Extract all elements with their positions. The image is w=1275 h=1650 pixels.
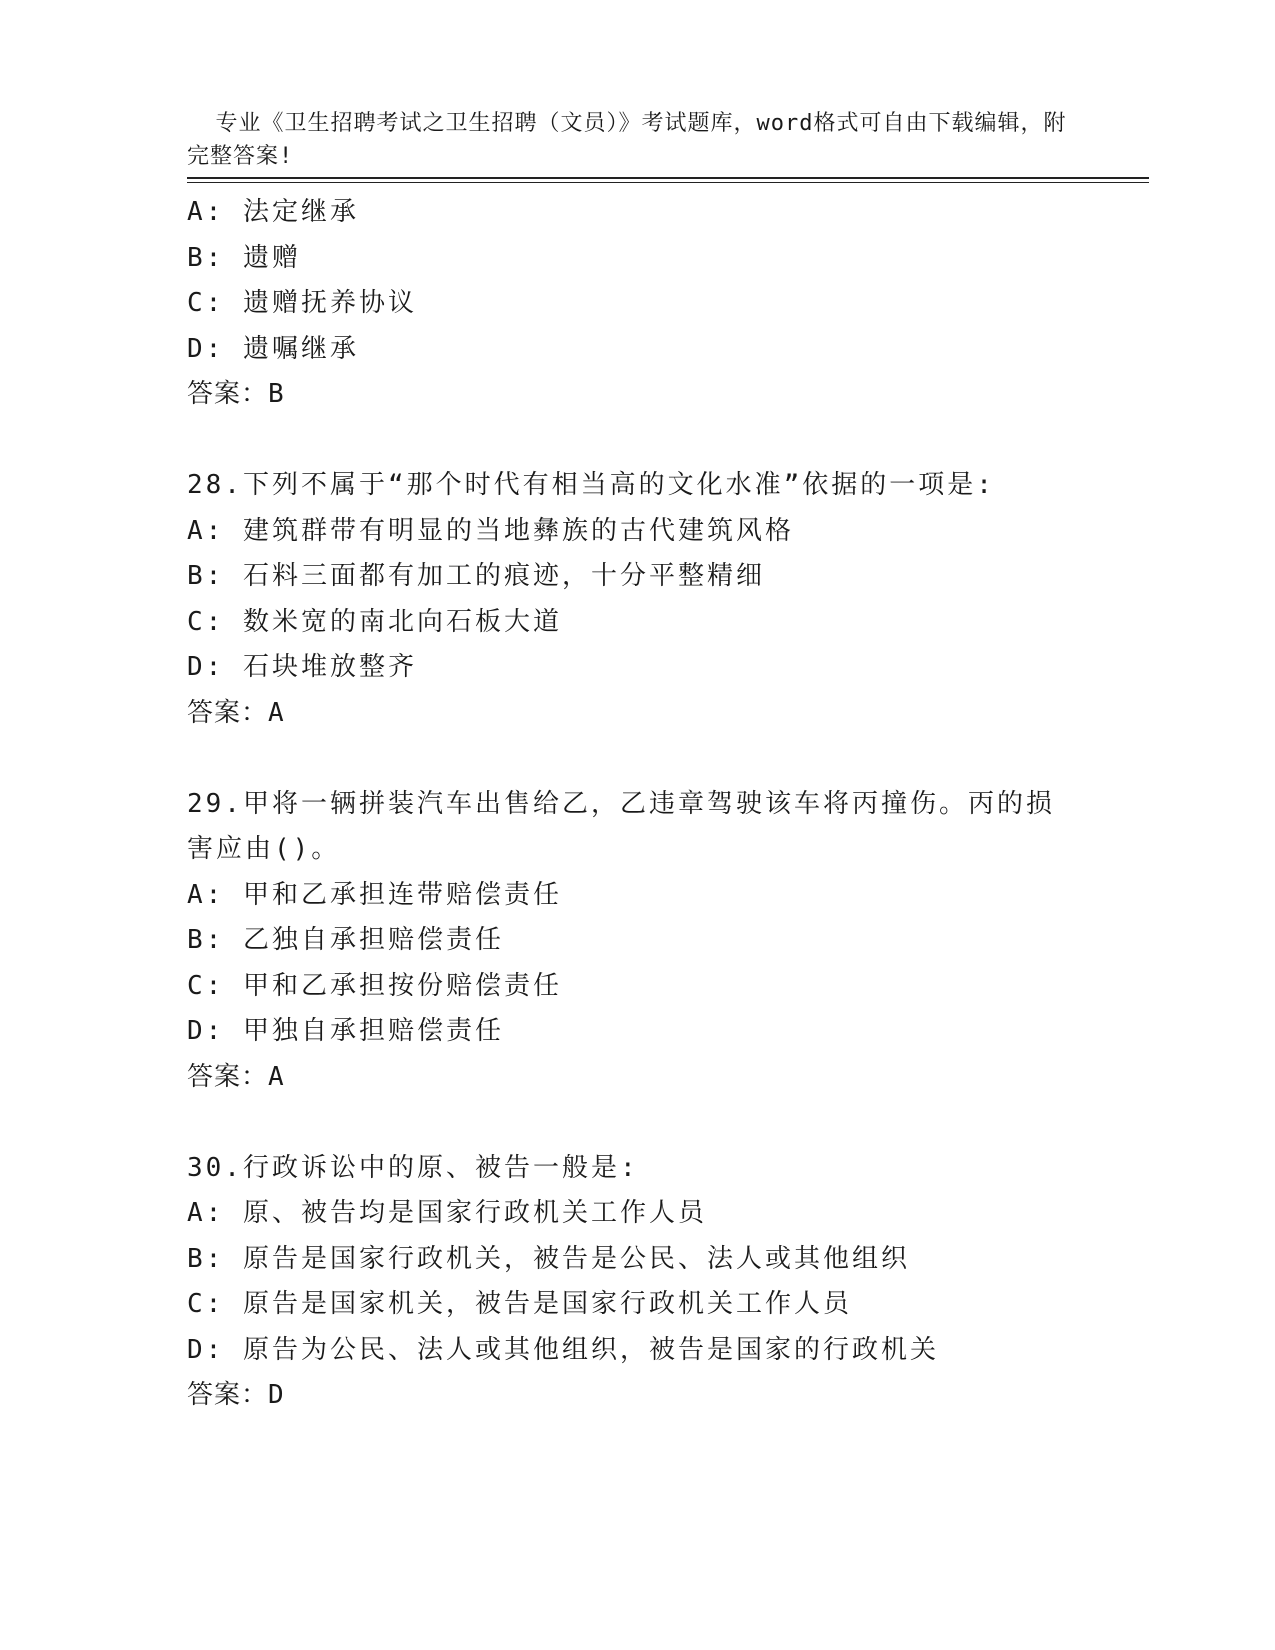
- answer-value: B: [268, 379, 285, 409]
- answer-value: D: [268, 1380, 285, 1410]
- option-d: D: 遗嘱继承: [187, 333, 359, 364]
- answer-label: 答案：: [187, 379, 269, 409]
- option-a: A: 建筑群带有明显的当地彝族的古代建筑风格: [187, 515, 794, 546]
- answer-value: A: [268, 1061, 285, 1092]
- answer-value: A: [268, 697, 285, 728]
- header-rule-thin: [187, 182, 1149, 183]
- option-b: B: 石料三面都有加工的痕迹，十分平整精细: [187, 561, 765, 591]
- answer-label: 答案：: [187, 697, 269, 728]
- option-c: C: 原告是国家机关，被告是国家行政机关工作人员: [187, 1289, 852, 1319]
- question-list: [187, 190, 1087, 1419]
- answer-label: 答案：: [187, 1380, 269, 1410]
- question-block: [187, 190, 1087, 418]
- option-b: B: 遗赠: [187, 242, 301, 273]
- answer-line: [187, 1373, 1087, 1419]
- question-block: [187, 463, 1087, 736]
- option-a: A: 法定继承: [187, 197, 359, 227]
- option-d: D: 石块堆放整齐: [187, 652, 417, 682]
- header-rule-thick: [187, 177, 1149, 179]
- option-c: C: 遗赠抚养协议: [187, 288, 417, 318]
- answer-label: 答案：: [187, 1061, 269, 1092]
- option-b: B: 原告是国家行政机关，被告是公民、法人或其他组织: [187, 1243, 910, 1274]
- document-header: [187, 74, 1067, 173]
- answer-line: [187, 372, 1087, 418]
- question-block: [187, 1146, 1087, 1419]
- question-block: [187, 782, 1087, 1101]
- option-a: A: 甲和乙承担连带赔偿责任: [187, 879, 562, 910]
- header-text: 专业《卫生招聘考试之卫生招聘（文员）》考试题库，word格式可自由下载编辑，附完整答案!: [187, 111, 1067, 169]
- option-d: D: 原告为公民、法人或其他组织，被告是国家的行政机关: [187, 1334, 939, 1365]
- option-c: C: 数米宽的南北向石板大道: [187, 606, 562, 637]
- option-d: D: 甲独自承担赔偿责任: [187, 1016, 504, 1046]
- answer-line: [187, 691, 1087, 737]
- question-stem: 30.行政诉讼中的原、被告一般是:: [187, 1152, 639, 1183]
- option-b: B: 乙独自承担赔偿责任: [187, 925, 504, 955]
- question-stem: 29.甲将一辆拼装汽车出售给乙，乙违章驾驶该车将丙撞伤。丙的损害应由()。: [187, 788, 1055, 864]
- spacer: [187, 1100, 1087, 1146]
- option-a: A: 原、被告均是国家行政机关工作人员: [187, 1198, 707, 1228]
- spacer: [187, 736, 1087, 782]
- question-stem: 28.下列不属于“那个时代有相当高的文化水准”依据的一项是:: [187, 470, 995, 500]
- option-c: C: 甲和乙承担按份赔偿责任: [187, 970, 562, 1001]
- spacer: [187, 418, 1087, 464]
- answer-line: [187, 1055, 1087, 1101]
